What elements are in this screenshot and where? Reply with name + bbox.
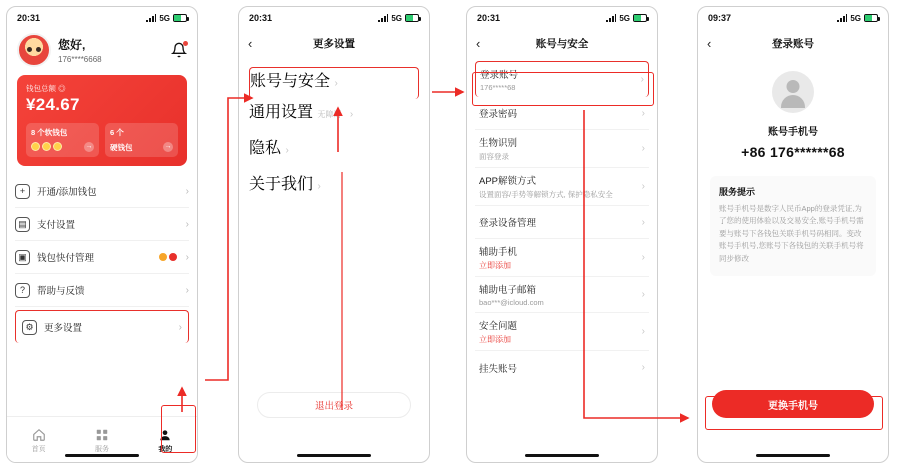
tip-body: 账号手机号是数字人民币App的登录凭证,为了您的使用体验以及交易安全,账号手机号需要与账号下各钱包关联手机号码相同。变改账号手机号,您账号下各钱包的关联手机号将同步修改 xyxy=(719,204,864,263)
chevron-left-icon[interactable]: ‹ xyxy=(707,35,712,51)
tab-mine[interactable] xyxy=(134,425,197,454)
nav-bar xyxy=(698,29,888,57)
phone-screen-login-account xyxy=(697,6,889,463)
security-item-label: 安全问题 xyxy=(479,321,518,332)
notification-dot xyxy=(183,41,188,46)
home-indicator xyxy=(756,454,830,457)
signal-icon xyxy=(606,14,616,22)
battery-icon xyxy=(173,14,187,22)
security-item-value: 设置面容/手势等解锁方式, 保护隐私安全 xyxy=(479,190,613,199)
service-tip-box xyxy=(710,176,876,276)
signal-icon xyxy=(837,14,847,22)
security-item-backup-email[interactable] xyxy=(475,277,649,313)
status-time: 20:31 xyxy=(249,13,273,23)
menu-item-label: 开通/添加钱包 xyxy=(37,187,97,198)
security-item-value: 176*****68 xyxy=(480,83,516,92)
security-item-login-account[interactable] xyxy=(475,61,649,97)
battery-icon xyxy=(864,14,878,22)
network-type: 5G xyxy=(619,13,630,23)
status-bar xyxy=(239,7,429,29)
home-indicator xyxy=(525,454,599,457)
security-list xyxy=(475,61,649,384)
chevron-right-icon: › xyxy=(641,107,645,119)
menu-item-quickpay[interactable] xyxy=(15,241,189,274)
chevron-right-icon: › xyxy=(641,181,645,192)
settings-item-account-security[interactable] xyxy=(249,67,419,99)
settings-item-label: 关于我们 xyxy=(249,176,314,193)
settings-item-label: 隐私 xyxy=(249,140,282,157)
chevron-left-icon[interactable]: ‹ xyxy=(248,35,253,51)
logout-button[interactable]: 退出登录 xyxy=(257,392,411,418)
chevron-right-icon: › xyxy=(334,78,338,89)
phone-screen-wallet-home xyxy=(6,6,198,463)
security-item-label: 登录账号 xyxy=(480,70,519,81)
nav-bar xyxy=(467,29,657,57)
network-type: 5G xyxy=(159,13,170,23)
chevron-right-icon: › xyxy=(178,321,182,333)
network-type: 5G xyxy=(391,13,402,23)
chevron-right-icon: › xyxy=(641,362,645,373)
phone-screen-more-settings xyxy=(238,6,430,463)
chevron-right-icon: › xyxy=(349,109,354,120)
gear-icon: ⚙ xyxy=(22,320,37,335)
security-item-label: 辅助电子邮箱 xyxy=(479,285,537,296)
status-time: 20:31 xyxy=(477,13,501,23)
page-title: 登录账号 xyxy=(772,37,814,50)
person-avatar-icon xyxy=(772,71,814,113)
settings-item-value: 无障碍 xyxy=(317,110,342,119)
security-item-app-lock[interactable] xyxy=(475,168,649,206)
soft-wallet-arrow[interactable]: → xyxy=(85,143,93,150)
settings-item-label: 通用设置 xyxy=(249,104,314,121)
settings-item-label: 账号与安全 xyxy=(250,73,331,90)
tab-label: 首页 xyxy=(31,446,46,453)
status-time: 20:31 xyxy=(17,13,41,23)
security-item-value: 面容登录 xyxy=(479,152,509,161)
page-title: 更多设置 xyxy=(313,37,355,50)
security-item-security-question[interactable] xyxy=(475,313,649,351)
settings-item-general[interactable] xyxy=(249,99,419,135)
settings-list xyxy=(249,67,419,207)
security-item-device-manage[interactable] xyxy=(475,206,649,239)
wallet-menu-list xyxy=(7,175,197,343)
avatar[interactable] xyxy=(17,33,51,67)
battery-icon xyxy=(633,14,647,22)
status-bar xyxy=(7,7,197,29)
chevron-right-icon: › xyxy=(641,326,645,337)
card-icon: ▤ xyxy=(15,217,30,232)
security-item-label: 生物识别 xyxy=(479,138,518,149)
hard-wallet-box[interactable] xyxy=(105,123,178,157)
chevron-right-icon: › xyxy=(317,181,321,192)
tab-home[interactable] xyxy=(7,425,70,454)
security-item-report-loss[interactable] xyxy=(475,351,649,384)
phone-number-value: +86 176******68 xyxy=(741,144,845,160)
chevron-right-icon: › xyxy=(641,289,645,300)
security-item-value: bao***@icloud.com xyxy=(479,298,544,307)
menu-item-add-wallet[interactable] xyxy=(15,175,189,208)
chevron-right-icon: › xyxy=(640,74,644,85)
profile-header xyxy=(7,29,197,75)
nav-bar xyxy=(239,29,429,57)
wallet-icon: ▣ xyxy=(15,250,30,265)
menu-item-label: 支付设置 xyxy=(37,220,76,231)
security-item-login-password[interactable] xyxy=(475,97,649,130)
status-bar xyxy=(467,7,657,29)
balance-amount: ¥24.67 xyxy=(26,95,80,114)
hard-wallet-label: 硬钱包 xyxy=(110,143,133,152)
balance-label: 钱包总额 xyxy=(26,84,56,93)
question-icon: ? xyxy=(15,283,30,298)
menu-item-label: 更多设置 xyxy=(44,323,83,334)
tip-title: 服务提示 xyxy=(719,187,756,197)
eye-icon[interactable]: ◎ xyxy=(58,84,66,93)
chevron-right-icon: › xyxy=(641,143,645,154)
battery-icon xyxy=(405,14,419,22)
account-mask: 176****6668 xyxy=(58,55,102,64)
security-item-backup-phone[interactable] xyxy=(475,239,649,277)
security-item-label: 挂失账号 xyxy=(479,363,518,375)
menu-item-more-settings[interactable] xyxy=(15,310,189,343)
network-type: 5G xyxy=(850,13,861,23)
change-phone-button[interactable]: 更换手机号 xyxy=(712,390,874,418)
chevron-right-icon: › xyxy=(641,252,645,263)
security-item-label: 辅助手机 xyxy=(479,247,518,258)
settings-item-privacy[interactable] xyxy=(249,135,419,171)
bell-icon[interactable] xyxy=(171,42,187,58)
wallet-balance-card[interactable] xyxy=(17,75,187,166)
security-item-label: APP解锁方式 xyxy=(479,176,537,187)
field-label: 账号手机号 xyxy=(768,127,818,138)
chevron-left-icon[interactable]: ‹ xyxy=(476,35,481,51)
status-time: 09:37 xyxy=(708,13,732,23)
security-item-action[interactable]: 立即添加 xyxy=(479,335,511,344)
chevron-right-icon: › xyxy=(185,251,189,263)
status-bar xyxy=(698,7,888,29)
soft-wallet-count: 8 个软钱包 xyxy=(31,128,68,137)
chevron-right-icon: › xyxy=(185,185,189,197)
signal-icon xyxy=(378,14,388,22)
quickpay-badges xyxy=(159,253,177,261)
menu-item-label: 钱包快付管理 xyxy=(37,253,95,264)
signal-icon xyxy=(146,14,156,22)
menu-item-payment-settings[interactable] xyxy=(15,208,189,241)
chevron-right-icon: › xyxy=(185,284,189,296)
chevron-right-icon: › xyxy=(641,216,645,228)
hard-wallet-count: 6 个 xyxy=(110,128,124,137)
security-item-label: 登录密码 xyxy=(479,109,518,120)
greeting-text: 您好, xyxy=(58,38,86,52)
soft-wallet-box[interactable] xyxy=(26,123,99,157)
security-item-label: 登录设备管理 xyxy=(479,218,537,229)
security-item-biometrics[interactable] xyxy=(475,130,649,168)
tab-label: 我的 xyxy=(158,446,173,453)
tab-label: 服务 xyxy=(94,446,109,453)
page-title: 账号与安全 xyxy=(535,37,589,50)
security-item-action[interactable]: 立即添加 xyxy=(479,261,511,270)
chevron-right-icon: › xyxy=(185,218,189,230)
tab-services[interactable] xyxy=(70,425,133,454)
chevron-right-icon: › xyxy=(285,145,289,156)
menu-item-label: 帮助与反馈 xyxy=(37,286,85,297)
home-indicator xyxy=(297,454,371,457)
hard-wallet-arrow[interactable]: → xyxy=(164,143,172,150)
menu-item-help[interactable] xyxy=(15,274,189,307)
settings-item-about[interactable] xyxy=(249,171,419,207)
home-indicator xyxy=(65,454,139,457)
phone-screen-account-security xyxy=(466,6,658,463)
plus-circle-icon: + xyxy=(15,184,30,199)
